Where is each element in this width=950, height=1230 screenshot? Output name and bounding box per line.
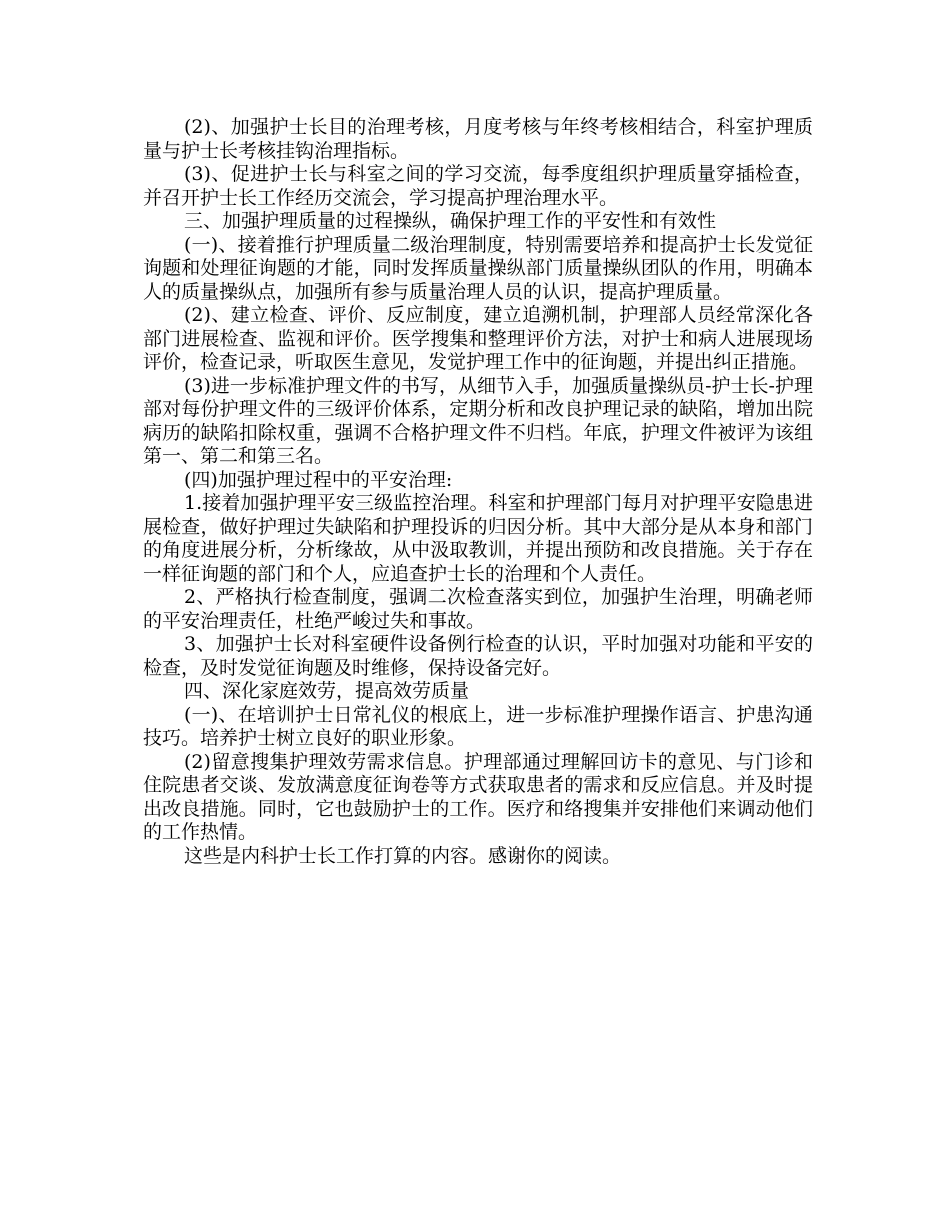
section-heading: 四、深化家庭效劳，提高效劳质量: [184, 680, 470, 702]
paragraph: (2)留意搜集护理效劳需求信息。护理部通过理解回访卡的意见、与门诊和住院患者交谈、发放满意度征询卷等方式获取患者的需求和反应信息。并及时提出改良措施。同时，它也鼓励护士的工作。医疗和络搜集并安排他们来调动他们的工作热情。: [143, 750, 813, 843]
section-heading: 三、加强护理质量的过程操纵，确保护理工作的平安性和有效性: [184, 210, 717, 232]
paragraph: (2)、建立检查、评价、反应制度，建立追溯机制，护理部人员经常深化各部门进展检查、监视和评价。医学搜集和整理评价方法，对护士和病人进展现场评价，检查记录，听取医生意见，发觉护理工作中的征询题，并提出纠正措施。: [143, 304, 813, 373]
paragraph: (一)、接着推行护理质量二级治理制度，特别需要培养和提高护士长发觉征询题和处理征询题的才能，同时发挥质量操纵部门质量操纵团队的作用，明确本人的质量操纵点，加强所有参与质量治理人员的认识，提高护理质量。: [143, 233, 813, 303]
paragraph: 3、加强护士长对科室硬件设备例行检查的认识，平时加强对功能和平安的检查，及时发觉征询题及时维修，保持设备完好。: [143, 633, 813, 679]
paragraph: 1.接着加强护理平安三级监控治理。科室和护理部门每月对护理平安隐患进展检查，做好护理过失缺陷和护理投诉的归因分析。其中大部分是从本身和部门的角度进展分析，分析缘故，从中汲取教训，并提出预防和改良措施。关于存在一样征询题的部门和个人，应追查护士长的治理和个人责任。: [143, 492, 813, 585]
paragraph: (2)、加强护士长目的治理考核，月度考核与年终考核相结合，科室护理质量与护士长考核挂钩治理指标。: [143, 116, 813, 162]
paragraph: 2、严格执行检查制度，强调二次检查落实到位，加强护生治理，明确老师的平安治理责任，杜绝严峻过失和事故。: [143, 586, 813, 632]
document-body: [143, 116, 813, 868]
closing-paragraph: 这些是内科护士长工作打算的内容。感谢你的阅读。: [184, 844, 622, 867]
paragraph: (3)、促进护士长与科室之间的学习交流，每季度组织护理质量穿插检查，并召开护士长工作经历交流会，学习提高护理治理水平。: [143, 163, 813, 209]
paragraph: (3)进一步标准护理文件的书写，从细节入手，加强质量操纵员-护士长-护理部对每份护理文件的三级评价体系，定期分析和改良护理记录的缺陷，增加出院病历的缺陷扣除权重，强调不合格护理文件不归档。年底，护理文件被评为该组第一、第二和第三名。: [143, 374, 813, 467]
subsection-heading: (四)加强护理过程中的平安治理:: [184, 468, 453, 491]
paragraph: (一)、在培训护士日常礼仪的根底上，进一步标准护理操作语言、护患沟通技巧。培养护士树立良好的职业形象。: [143, 703, 813, 749]
